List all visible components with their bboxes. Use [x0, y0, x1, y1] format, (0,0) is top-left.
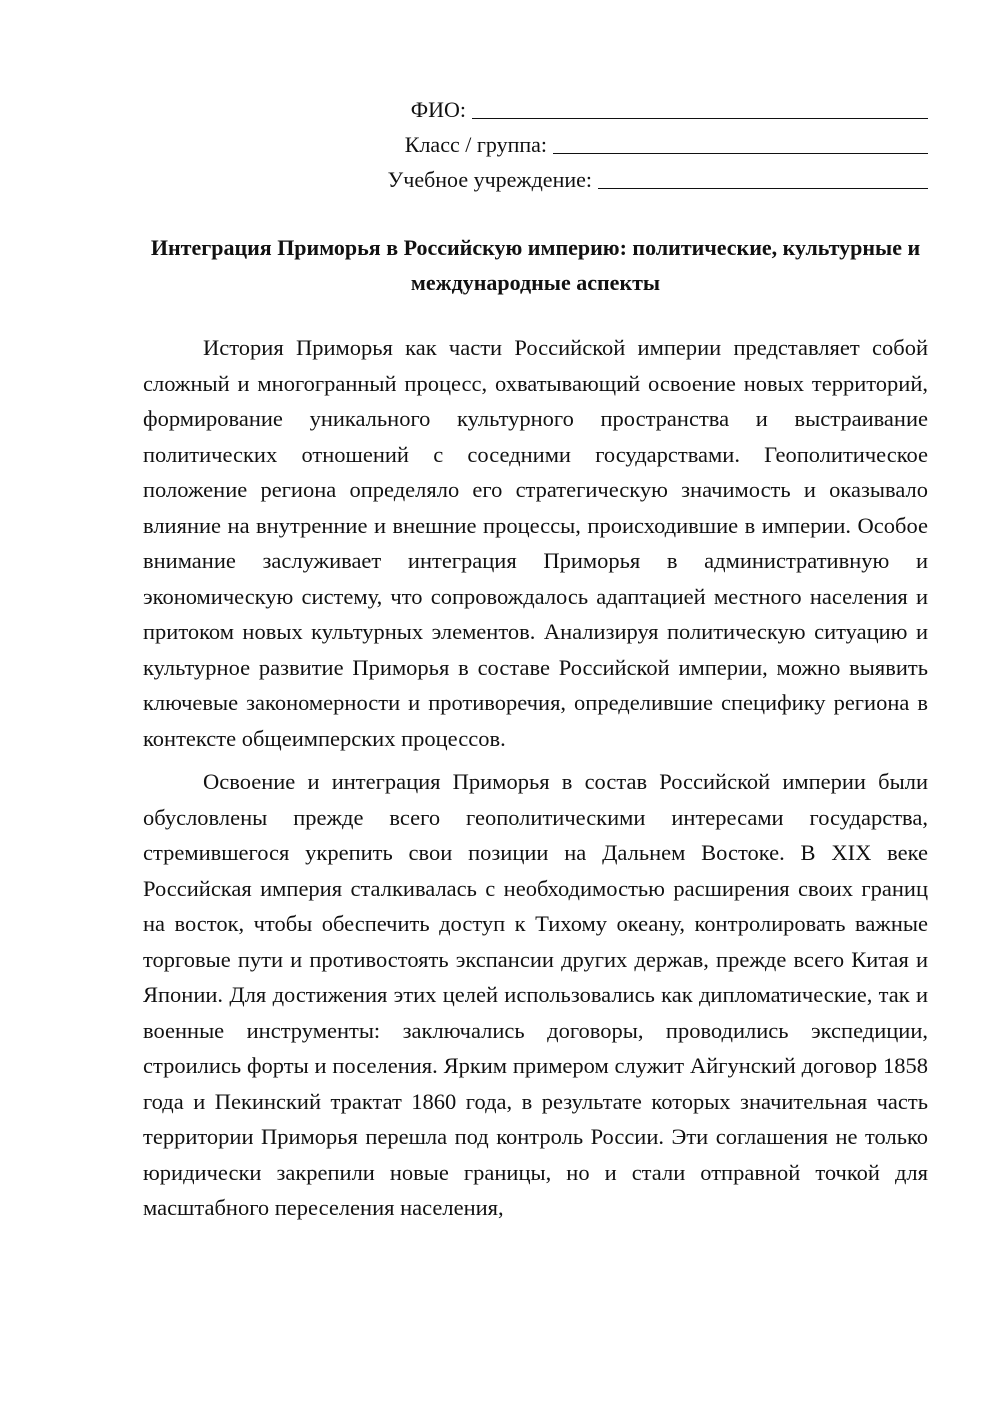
fio-label: ФИО: [410, 97, 466, 122]
document-body [143, 330, 928, 1234]
document-title: Интеграция Приморья в Российскую империю: политические, культурные и международные аспекты [150, 235, 921, 295]
fio-row [328, 92, 928, 127]
fio-blank-line [472, 96, 928, 119]
paragraph-1: История Приморья как части Российской империи представляет собой сложный и многогранный процесс, охватывающий освоение новых территорий, формирование уникального культурного пространства и выстраивание политических отношений с соседними государствами. Геополитическое положение региона определяло его стратегическую значимость и оказывало влияние на внутренние и внешние процессы, происходившие в империи. Особое внимание заслуживает интеграция Приморья в административную и экономическую систему, что сопровождалось адаптацией местного населения и притоком новых культурных элементов. Анализируя политическую ситуацию и культурное развитие Приморья в составе Российской империи, можно выявить ключевые закономерности и противоречия, определившие специфику региона в контексте общеимперских процессов. [143, 335, 928, 751]
paragraph-2: Освоение и интеграция Приморья в состав Российской империи были обусловлены прежде всего геополитическими интересами государства, стремившегося укрепить свои позиции на Дальнем Востоке. В XIX веке Российская империя сталкивалась с необходимостью расширения своих границ на восток, чтобы обеспечить доступ к Тихому океану, контролировать важные торговые пути и противостоять экспансии других держав, прежде всего Китая и Японии. Для достижения этих целей использовались как дипломатические, так и военные инструменты: заключались договоры, проводились экспедиции, строились форты и поселения. Ярким примером служит Айгунский договор 1858 года и Пекинский трактат 1860 года, в результате которых значительная часть территории Приморья перешла под контроль России. Эти соглашения не только юридически закрепили новые границы, но и стали отправной точкой для масштабного переселения населения, [143, 769, 928, 1220]
student-info-block [328, 92, 928, 197]
class-label: Класс / группа: [404, 132, 547, 157]
class-row [328, 127, 928, 162]
school-row [328, 162, 928, 197]
school-label: Учебное учреждение: [387, 167, 592, 192]
school-blank-line [598, 166, 928, 189]
class-blank-line [553, 131, 928, 154]
